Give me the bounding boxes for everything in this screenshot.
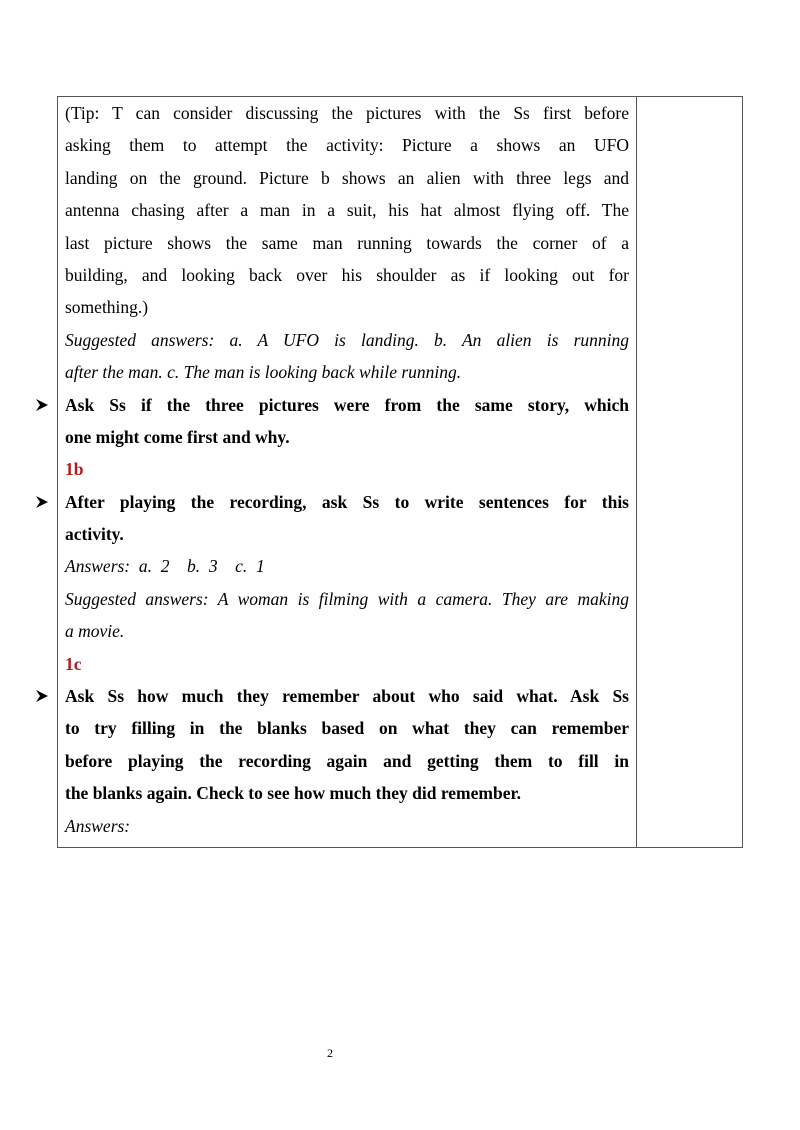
bullet-text-line: Ask Ss how much they remember about who said what. Ask Ss <box>65 686 629 707</box>
arrowhead-bullet-icon <box>33 680 51 712</box>
tip-line: something.) <box>65 297 149 318</box>
arrowhead-bullet-icon <box>33 486 51 518</box>
page-number: 2 <box>327 1046 333 1060</box>
notes-cell <box>637 97 742 847</box>
bullet-item <box>65 680 629 712</box>
suggested-answers-line: after the man. c. The man is looking back while running. <box>65 362 462 383</box>
tip-line: building, and looking back over his shoulder as if looking out for <box>65 264 629 285</box>
arrowhead-bullet-icon <box>33 389 51 421</box>
answers-line: Answers: <box>65 815 131 836</box>
bullet-text-line: to try filling in the blanks based on what they can remember <box>65 718 629 739</box>
tip-line: landing on the ground. Picture b shows an alien with three legs and <box>65 167 629 188</box>
bullet-item <box>65 486 629 518</box>
bullet-text-line: one might come first and why. <box>65 426 290 447</box>
section-heading-1b: 1b <box>65 459 84 480</box>
bullet-text-line: After playing the recording, ask Ss to write sentences for this <box>65 491 629 512</box>
suggested-answers-line: Suggested answers: a. A UFO is landing. b. An alien is running <box>65 329 629 350</box>
tip-line: antenna chasing after a man in a suit, his hat almost flying off. The <box>65 200 629 221</box>
bullet-text-line: Ask Ss if the three pictures were from the same story, which <box>65 394 629 415</box>
bullet-text-line: before playing the recording again and getting them to fill in <box>65 750 629 771</box>
procedure-cell <box>65 97 629 842</box>
tip-line: last picture shows the same man running towards the corner of a <box>65 232 629 253</box>
section-heading-1c: 1c <box>65 653 82 674</box>
tip-line: (Tip: T can consider discussing the pictures with the Ss first before <box>65 103 629 123</box>
suggested-answers-line: Suggested answers: A woman is filming with a camera. They are making <box>65 588 629 609</box>
bullet-text-line: activity. <box>65 524 124 545</box>
bullet-text-line: the blanks again. Check to see how much they did remember. <box>65 783 521 804</box>
answers-line: Answers: a. 2 b. 3 c. 1 <box>65 556 265 577</box>
lesson-plan-table <box>57 96 743 848</box>
tip-line: asking them to attempt the activity: Picture a shows an UFO <box>65 135 629 156</box>
suggested-answers-line: a movie. <box>65 621 125 642</box>
bullet-item <box>65 389 629 421</box>
